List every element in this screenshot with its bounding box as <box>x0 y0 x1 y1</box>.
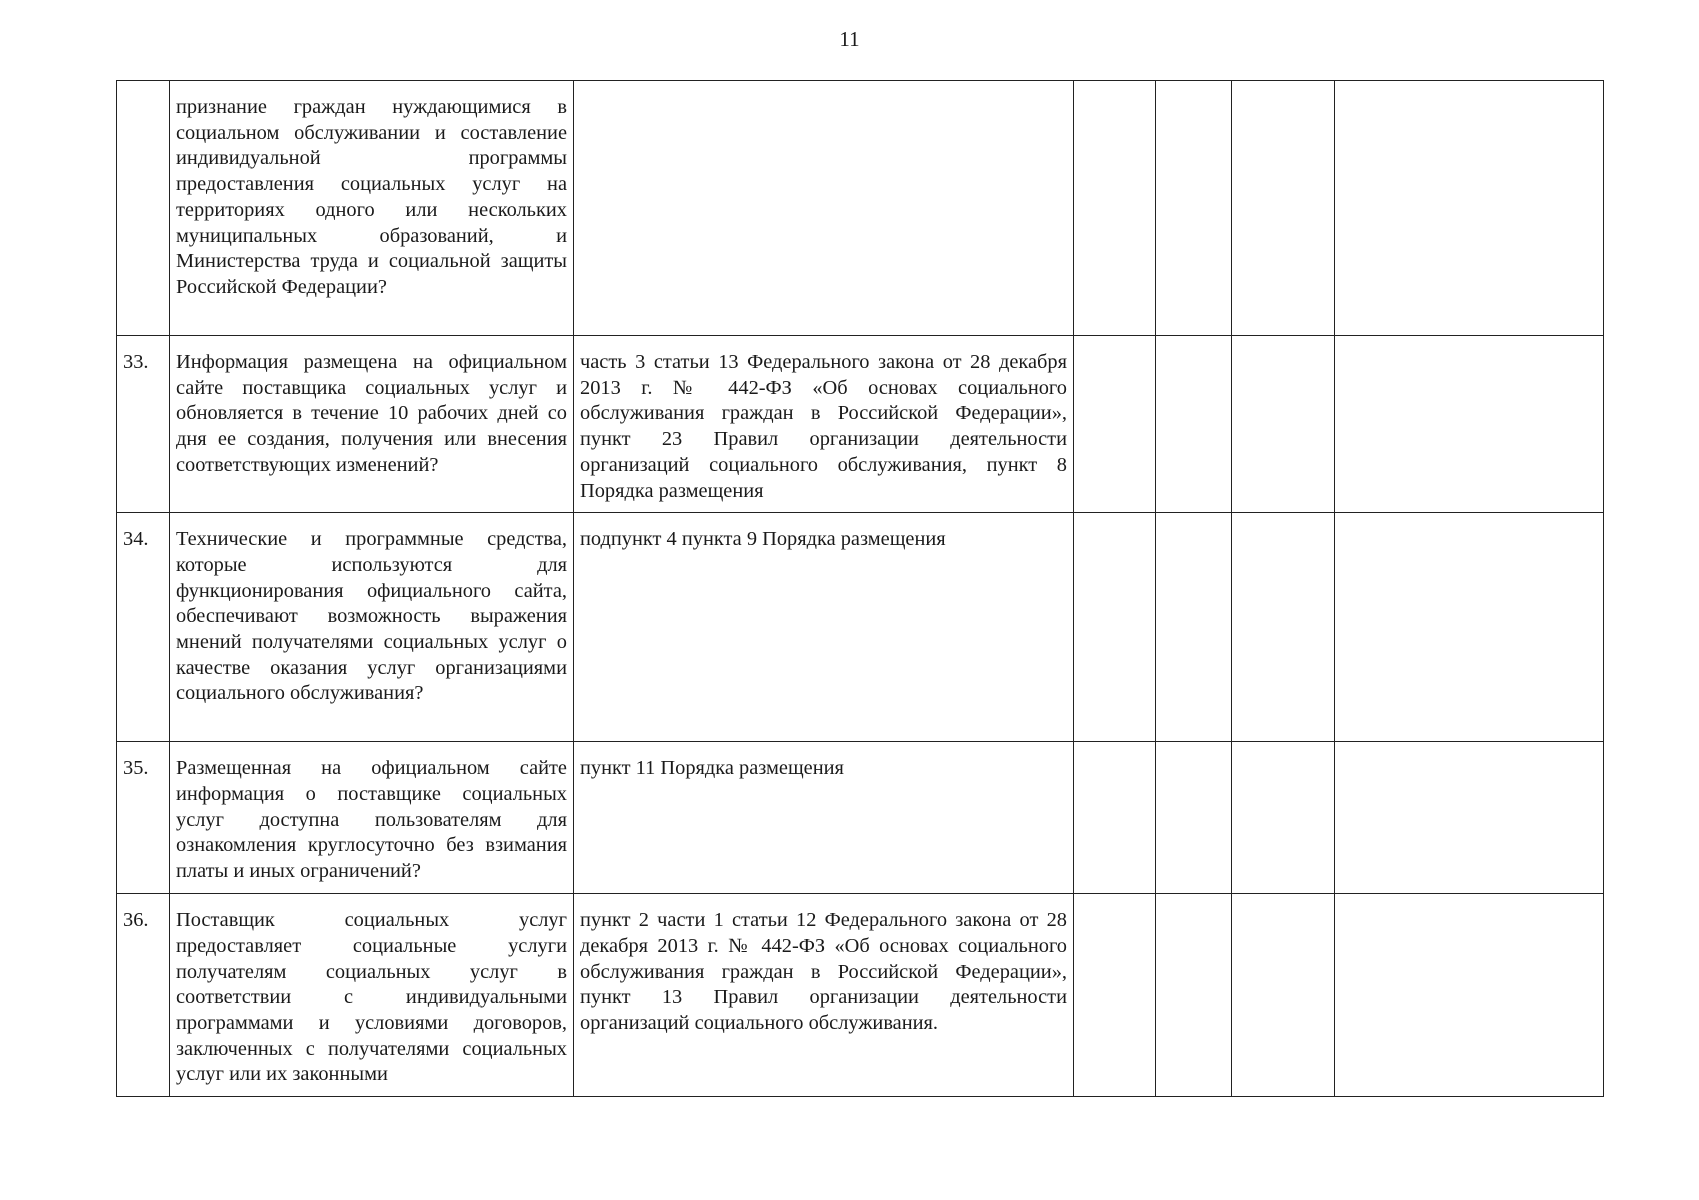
answer-na-cell <box>1232 742 1335 894</box>
question-cell: Технические и программные средства, которые используются для функционирования официального сайта, обеспечивают возможность выражения мнений получателями социальных услуг о качестве оказания услуг организациями социального обслуживания? <box>170 513 574 742</box>
page-number: 11 <box>839 27 860 51</box>
answer-no-cell <box>1156 81 1232 336</box>
table-row <box>117 81 1604 336</box>
question-cell: Поставщик социальных услуг предоставляет социальные услуги получателям социальных услуг в соответствии с индивидуальными программами и условиями договоров, заключенных с получателями социальных услуг или их законными <box>170 894 574 1097</box>
answer-yes-cell <box>1074 81 1156 336</box>
answer-na-cell <box>1232 336 1335 513</box>
table-row <box>117 894 1604 1097</box>
answer-no-cell <box>1156 336 1232 513</box>
checklist-table <box>116 80 1604 1097</box>
answer-no-cell <box>1156 513 1232 742</box>
answer-yes-cell <box>1074 336 1156 513</box>
legal-basis-cell: пункт 2 части 1 статьи 12 Федерального закона от 28 декабря 2013 г. № 442-ФЗ «Об основах социального обслуживания граждан в Российской Федерации», пункт 13 Правил организации деятельности организаций социального обслуживания. <box>574 894 1074 1097</box>
row-number: 35. <box>117 742 170 894</box>
question-cell: Размещенная на официальном сайте информация о поставщике социальных услуг доступна пользователям для ознакомления круглосуточно без взимания платы и иных ограничений? <box>170 742 574 894</box>
row-number: 34. <box>117 513 170 742</box>
answer-yes-cell <box>1074 742 1156 894</box>
legal-basis-cell: подпункт 4 пункта 9 Порядка размещения <box>574 513 1074 742</box>
note-cell <box>1335 742 1604 894</box>
answer-yes-cell <box>1074 894 1156 1097</box>
legal-basis-cell: часть 3 статьи 13 Федерального закона от 28 декабря 2013 г. № 442-ФЗ «Об основах социального обслуживания граждан в Российской Федерации», пункт 23 Правил организации деятельности организаций социального обслуживания, пункт 8 Порядка размещения <box>574 336 1074 513</box>
legal-basis-cell <box>574 81 1074 336</box>
row-number: 33. <box>117 336 170 513</box>
question-cell: Информация размещена на официальном сайте поставщика социальных услуг и обновляется в течение 10 рабочих дней со дня ее создания, получения или внесения соответствующих изменений? <box>170 336 574 513</box>
row-number <box>117 81 170 336</box>
question-cell: признание граждан нуждающимися в социальном обслуживании и составление индивидуальной программы предоставления социальных услуг на территориях одного или нескольких муниципальных образований, и Министерства труда и социальной защиты Российской Федерации? <box>170 81 574 336</box>
table-row <box>117 513 1604 742</box>
answer-na-cell <box>1232 894 1335 1097</box>
answer-no-cell <box>1156 742 1232 894</box>
answer-na-cell <box>1232 81 1335 336</box>
answer-na-cell <box>1232 513 1335 742</box>
row-number: 36. <box>117 894 170 1097</box>
answer-no-cell <box>1156 894 1232 1097</box>
table-row <box>117 742 1604 894</box>
note-cell <box>1335 894 1604 1097</box>
answer-yes-cell <box>1074 513 1156 742</box>
note-cell <box>1335 81 1604 336</box>
note-cell <box>1335 513 1604 742</box>
note-cell <box>1335 336 1604 513</box>
legal-basis-cell: пункт 11 Порядка размещения <box>574 742 1074 894</box>
table-row <box>117 336 1604 513</box>
